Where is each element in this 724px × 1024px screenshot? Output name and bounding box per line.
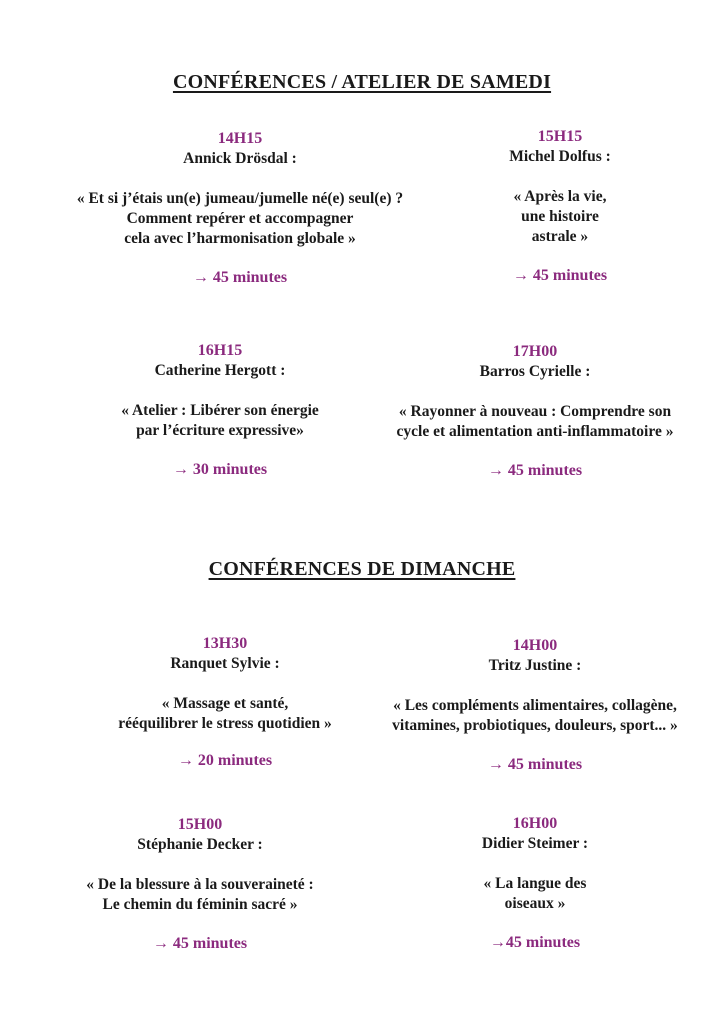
talk-title-line: « Massage et santé,: [161, 695, 289, 712]
talk-title-line: « La langue des: [483, 875, 587, 892]
talk-title: [355, 696, 715, 736]
talk-duration: → 45 minutes: [192, 269, 288, 286]
talk-title-line: une histoire: [521, 208, 599, 225]
talk-time: 13H30: [202, 635, 248, 652]
talk-title-line: rééquilibrer le stress quotidien »: [118, 715, 332, 732]
talk-title-line: « Rayonner à nouveau : Comprendre son: [398, 403, 672, 420]
talk-block: [60, 815, 340, 954]
talk-speaker: Annick Drösdal :: [183, 150, 297, 167]
talk-block: [410, 814, 660, 953]
talk-title: [70, 694, 380, 734]
talk-duration: → 45 minutes: [152, 935, 248, 952]
talk-title-line: Comment repérer et accompagner: [126, 210, 354, 227]
talk-title-line: Le chemin du féminin sacré »: [102, 896, 298, 913]
talk-duration: → 20 minutes: [177, 752, 273, 769]
talk-title-line: « Et si j’étais un(e) jumeau/jumelle né(e) seul(e) ?: [76, 190, 404, 207]
talk-time: 16H00: [512, 815, 558, 832]
talk-duration: → 45 minutes: [512, 267, 608, 284]
talk-block: [370, 342, 700, 481]
talk-title: [60, 875, 340, 915]
talk-time: 14H15: [217, 130, 263, 147]
talk-title: [40, 189, 440, 249]
talk-title-line: cela avec l’harmonisation globale »: [124, 230, 356, 247]
talk-duration: →45 minutes: [489, 934, 581, 951]
saturday-heading: CONFÉRENCES / ATELIER DE SAMEDI: [172, 71, 552, 93]
talk-speaker: Tritz Justine :: [488, 657, 582, 674]
talk-block: [80, 341, 360, 480]
talk-title-line: « Les compléments alimentaires, collagène,: [393, 697, 677, 714]
talk-block: [70, 634, 380, 771]
talk-duration: → 45 minutes: [487, 756, 583, 773]
talk-title-line: « Atelier : Libérer son énergie: [121, 402, 319, 419]
talk-block: [40, 129, 440, 288]
talk-time: 15H15: [537, 128, 583, 145]
talk-block: [445, 127, 675, 286]
talk-title: [370, 402, 700, 442]
talk-time: 16H15: [197, 342, 243, 359]
talk-speaker: Barros Cyrielle :: [479, 363, 591, 380]
talk-title-line: cycle et alimentation anti-inflammatoire »: [396, 423, 674, 440]
sunday-heading: CONFÉRENCES DE DIMANCHE: [208, 558, 516, 580]
talk-title: [80, 401, 360, 441]
talk-title-line: « De la blessure à la souveraineté :: [86, 876, 314, 893]
talk-speaker: Ranquet Sylvie :: [170, 655, 280, 672]
talk-title-line: par l’écriture expressive»: [136, 422, 304, 439]
talk-title-line: astrale »: [531, 228, 589, 245]
talk-title-line: « Après la vie,: [513, 188, 607, 205]
talk-speaker: Catherine Hergott :: [154, 362, 286, 379]
talk-time: 15H00: [177, 816, 223, 833]
talk-time: 14H00: [512, 637, 558, 654]
talk-block: [355, 636, 715, 775]
talk-title-line: vitamines, probiotiques, douleurs, sport... »: [392, 717, 678, 734]
talk-duration: → 45 minutes: [487, 462, 583, 479]
talk-time: 17H00: [512, 343, 558, 360]
talk-speaker: Stéphanie Decker :: [137, 836, 263, 853]
talk-speaker: Michel Dolfus :: [509, 148, 611, 165]
talk-duration: → 30 minutes: [172, 461, 268, 478]
talk-title: [410, 874, 660, 914]
talk-title-line: oiseaux »: [504, 895, 566, 912]
talk-title: [445, 187, 675, 247]
talk-speaker: Didier Steimer :: [481, 835, 589, 852]
